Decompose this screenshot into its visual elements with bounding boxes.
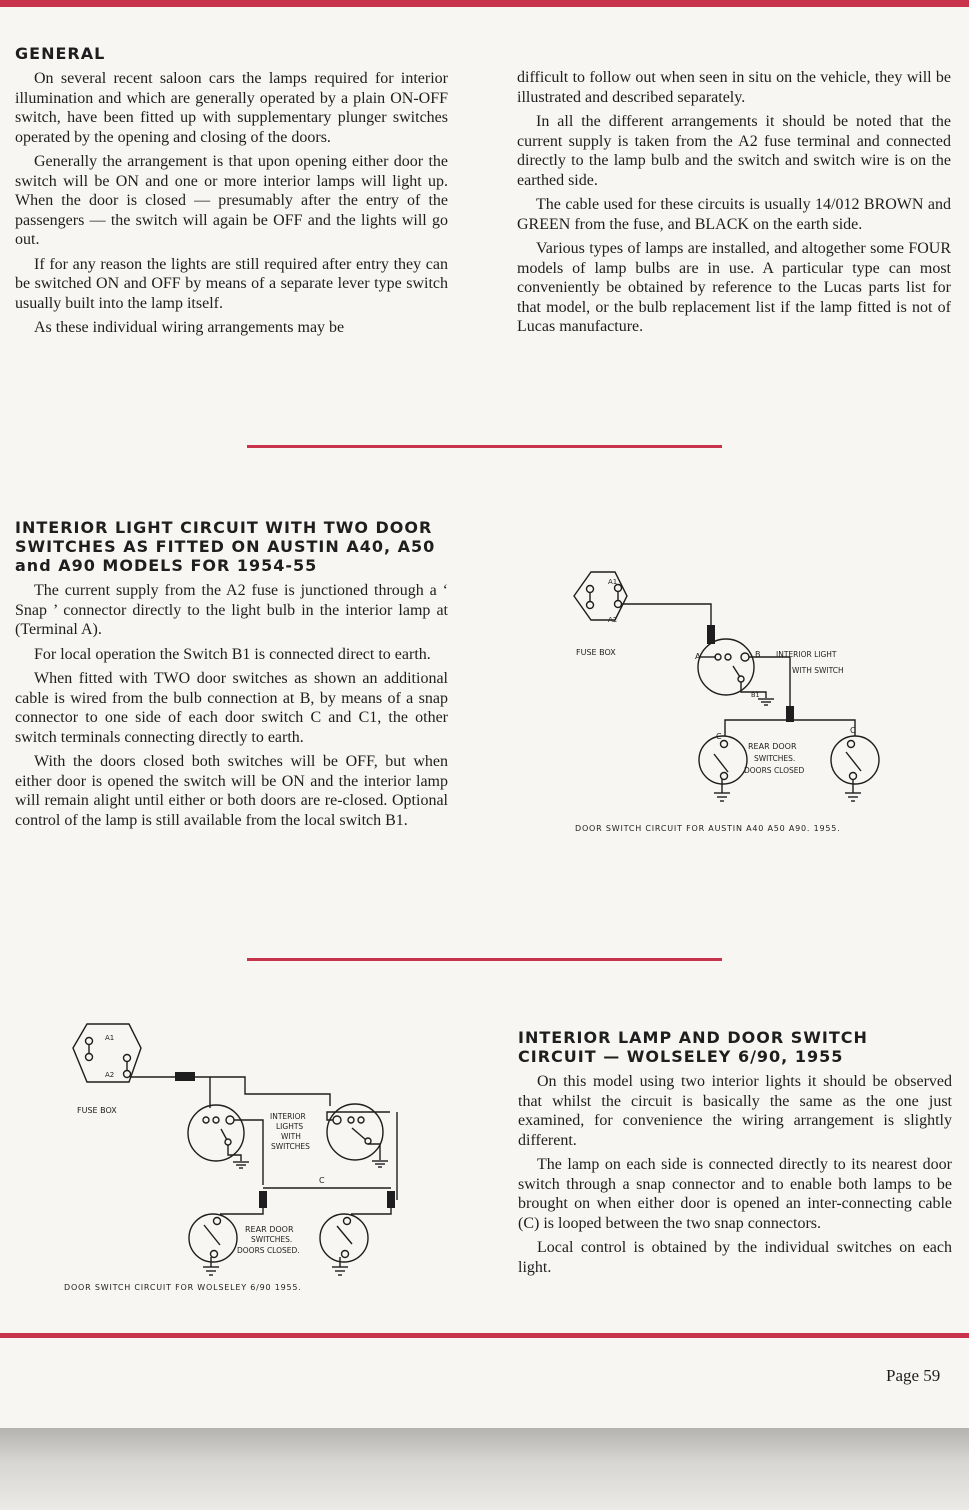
section-divider-1 [247, 445, 722, 448]
wolseley-door-label-line1: REAR DOOR [245, 1225, 294, 1234]
wolseley-para-2: The lamp on each side is connected directly to its nearest door switch through a snap connector and to enable both lamps to be brought on when either door is opened an inter-connecting cable (C) is looped between the two snap connectors. [518, 1156, 952, 1232]
wolseley-c-label: C [319, 1176, 325, 1185]
austin-door-label-line1: REAR DOOR [748, 742, 797, 751]
wolseley-door-label-line3: DOORS CLOSED. [237, 1246, 300, 1255]
austin-terminal-b-label: B [755, 650, 761, 659]
wolseley-snap-connector-left [259, 1191, 267, 1208]
wolseley-wiring-diagram [65, 1020, 410, 1290]
wolseley-snap-connector-right [387, 1191, 395, 1208]
wolseley-fuse-box-label: FUSE BOX [77, 1106, 117, 1115]
austin-para-4: With the doors closed both switches will be OFF, but when either door is opened the switch will be ON and the interior lamp will remain alight until either or both doors are re-closed. Optional control of the lamp is still available from the local switch B1. [15, 753, 448, 829]
wolseley-para-1: On this model using two interior lights it should be observed that whilst the circuit is basically the same as the one just examined, for convenience the wiring arrangement is slightly different. [518, 1073, 952, 1149]
general-para-1: On several recent saloon cars the lamps required for interior illumination and which are generally operated by a plain ON-OFF switch, have been fitted up with supplementary plunger switches operated by the opening and closing of the doors. [15, 70, 448, 146]
austin-fuse-box-icon [574, 572, 627, 620]
austin-c1-label: C [850, 726, 856, 735]
austin-para-1: The current supply from the A2 fuse is junctioned through a ‘ Snap ’ connector directly to the light bulb in the interior lamp at (Terminal A). [15, 582, 448, 638]
austin-terminal-a-label: A [695, 652, 701, 661]
austin-a2-label: A2 [608, 616, 618, 624]
general-heading: GENERAL [15, 44, 106, 63]
bottom-red-rule [0, 1333, 969, 1338]
top-red-rule [0, 0, 969, 7]
wolseley-lamp-label-line2: LIGHTS [276, 1122, 304, 1131]
austin-para-2: For local operation the Switch B1 is connected direct to earth. [34, 645, 431, 663]
wolseley-a1-label: A1 [105, 1034, 115, 1042]
wolseley-lamp-label-line3: WITH [281, 1132, 301, 1141]
general-para-5: difficult to follow out when seen in situ on the vehicle, they will be illustrated and described separately. [517, 69, 951, 106]
wolseley-a2-label: A2 [105, 1071, 115, 1079]
general-para-3: If for any reason the lights are still required after entry they can be switched ON and OFF by means of a separate lever type switch usually built into the lamp itself. [15, 255, 448, 312]
austin-door-label-line2: SWITCHES. [754, 754, 796, 763]
austin-para-3: When fitted with TWO door switches as shown an additional cable is wired from the bulb connection at B, by means of a snap connector to one side of each door switch C and C1, the other switch terminals connecting directly to earth. [15, 670, 448, 746]
wolseley-lamp-label-line4: SWITCHES [271, 1142, 310, 1151]
general-para-8: Various types of lamps are installed, and altogether some FOUR models of lamp bulbs are in use. A particular type can most conveniently be obtained by reference to the Lucas parts list for that model, or the bulb replacement list if the lamp fitted is not of Lucas manufacture. [517, 240, 951, 335]
austin-column [15, 518, 448, 835]
austin-heading: INTERIOR LIGHT CIRCUIT WITH TWO DOOR SWITCHES AS FITTED ON AUSTIN A40, A50 and A90 MODELS FOR 1954-55 [15, 518, 436, 575]
austin-snap-connector-2 [786, 706, 794, 722]
wolseley-para-3: Local control is obtained by the individual switches on each light. [518, 1239, 952, 1276]
austin-c-label: C [716, 732, 722, 741]
general-left-column [15, 44, 448, 343]
general-para-4: As these individual wiring arrangements may be [34, 319, 345, 336]
wolseley-interior-lamp-left-icon [188, 1105, 244, 1161]
austin-diagram-caption: DOOR SWITCH CIRCUIT FOR AUSTIN A40 A50 A90. 1955. [575, 824, 841, 833]
austin-snap-connector-1 [707, 625, 715, 644]
austin-b1-label: B1 [751, 691, 760, 699]
austin-a1-label: A1 [608, 578, 618, 586]
general-para-2: Generally the arrangement is that upon opening either door the switch will be ON and one or more interior lamps will light up. When the door is closed — presumably after the entry of the passengers — the switch will again be OFF and the lights will go out. [15, 153, 448, 248]
wolseley-heading: INTERIOR LAMP AND DOOR SWITCH CIRCUIT — WOLSELEY 6/90, 1955 [518, 1028, 868, 1066]
general-para-6: In all the different arrangements it should be noted that the current supply is taken from the A2 fuse terminal and connected directly to the lamp bulb and the switch and switch wire is on the earthed side. [517, 113, 951, 189]
wolseley-door-label-line2: SWITCHES. [251, 1235, 293, 1244]
austin-interior-lamp-icon [698, 639, 754, 695]
wolseley-snap-connector-feed [175, 1072, 195, 1081]
austin-wiring-diagram [560, 568, 900, 813]
austin-lamp-label-line1: INTERIOR LIGHT [776, 650, 837, 659]
page-number: Page 59 [886, 1366, 941, 1385]
section-divider-2 [247, 958, 722, 961]
austin-door-label-line3: DOORS CLOSED [744, 766, 805, 775]
austin-door-switch-left-icon [699, 736, 747, 784]
austin-fuse-box-label: FUSE BOX [576, 648, 616, 657]
wolseley-lamp-label-line1: INTERIOR [270, 1112, 306, 1121]
wolseley-diagram-caption: DOOR SWITCH CIRCUIT FOR WOLSELEY 6/90 1955. [64, 1283, 302, 1292]
general-para-7: The cable used for these circuits is usually 14/012 BROWN and GREEN from the fuse, and BLACK on the earth side. [517, 196, 951, 233]
austin-lamp-label-line2: WITH SWITCH [792, 666, 844, 675]
scan-bottom-edge [0, 1428, 969, 1510]
general-right-column [517, 68, 951, 342]
wolseley-column [518, 1028, 952, 1282]
